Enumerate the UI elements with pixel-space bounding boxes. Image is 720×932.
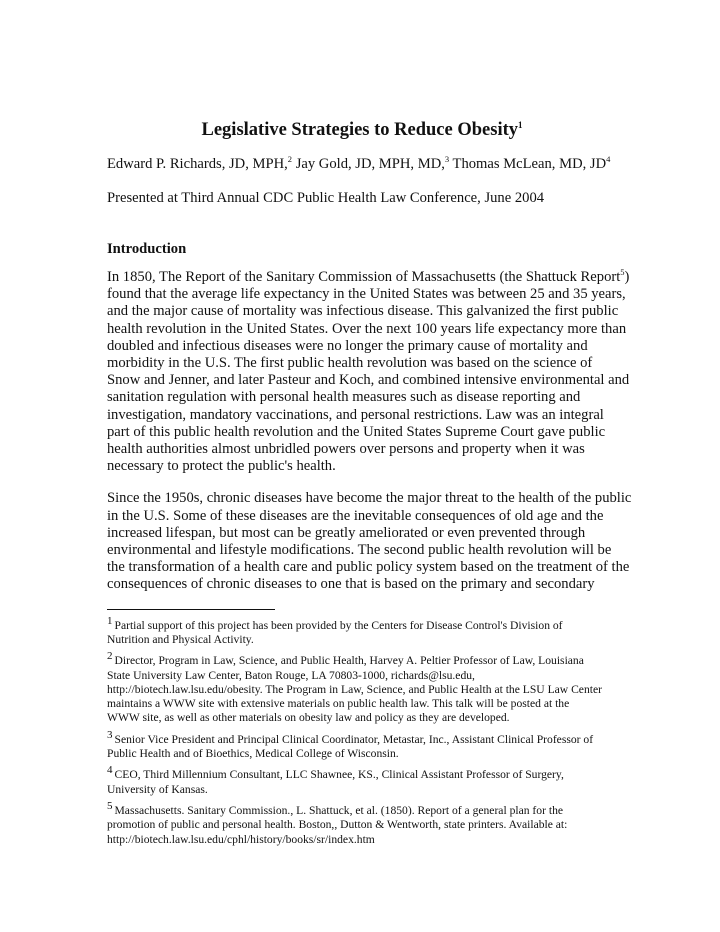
footnote-2 (107, 650, 617, 725)
presented-line: Presented at Third Annual CDC Public Health Law Conference, June 2004 (107, 190, 545, 206)
footnote-number: 3 (107, 728, 113, 741)
paragraph-line: necessary to protect the public's health. (107, 458, 336, 475)
paragraph-line: the transformation of a health care and public policy system based on the treatment of the (107, 559, 630, 576)
author-footnote-ref-3[interactable]: 3 (444, 154, 450, 165)
paper-title (107, 118, 617, 142)
footnote-line: State University Law Center, Baton Rouge, LA 70803-1000, richards@lsu.edu, (107, 668, 475, 682)
paragraph-line: consequences of chronic diseases to one that is based on the primary and secondary (107, 576, 595, 593)
footnote-line: maintains a WWW site with extensive materials on public health law. This talk will be posted at the (107, 697, 570, 711)
paragraph-line: health authorities almost unbridled powers over persons and property when it was (107, 441, 585, 458)
title-footnote-ref[interactable]: 1 (518, 119, 523, 130)
footnote-line (107, 800, 617, 818)
footnote-line: promotion of public and personal health. Boston,, Dutton & Wentworth, state printers. Available at: (107, 818, 568, 832)
author-richards: Edward P. Richards, JD, MPH, (107, 156, 288, 172)
paragraph-line: part of this public health revolution and the United States Supreme Court gave public (107, 423, 606, 440)
author-footnote-ref-4[interactable]: 4 (606, 154, 611, 165)
paragraph-line: increased lifespan, but most can be greatly ameliorated or even prevented through (107, 524, 586, 541)
footnote-number: 2 (107, 650, 113, 663)
footnote-line-text: Partial support of this project has been provided by the Centers for Disease Control's Division of (114, 618, 563, 632)
paragraph-line-text: In 1850, The Report of the Sanitary Commission of Massachusetts (the Shattuck Report (107, 269, 621, 285)
document-page (107, 118, 632, 854)
footnote-line (107, 764, 617, 782)
author-line (107, 156, 617, 173)
footnote-line-text: CEO, Third Millennium Consultant, LLC Shawnee, KS., Clinical Assistant Professor of Surgery, (114, 768, 564, 782)
paragraph-line: Since the 1950s, chronic diseases have become the major threat to the health of the public (107, 490, 632, 507)
paragraph-line (107, 267, 630, 286)
footnote-line: University of Kansas. (107, 782, 208, 796)
footnote-line-text: Senior Vice President and Principal Clinical Coordinator, Metastar, Inc., Assistant Clinical Professor of (114, 732, 594, 746)
footnote-5 (107, 800, 617, 847)
paragraph-line: found that the average life expectancy in the United States was between 25 and 35 years, (107, 286, 626, 303)
author-mclean: Thomas McLean, MD, JD (449, 156, 607, 172)
footnote-line (107, 650, 617, 668)
paragraph-line: Snow and Jenner, and later Pasteur and Koch, and combined intensive environmental and (107, 372, 630, 389)
footnote-number: 4 (107, 764, 113, 777)
footnote-number: 5 (107, 800, 113, 813)
footnote-line: http://biotech.law.lsu.edu/obesity. The Program in Law, Science, and Public Health at the LSU Law Center (107, 682, 602, 696)
paragraph-line-text: ) (624, 269, 630, 285)
footnote-line: Nutrition and Physical Activity. (107, 632, 254, 646)
footnote-line: WWW site, as well as other materials on obesity law and policy as they are developed. (107, 711, 510, 725)
footnote-4 (107, 764, 617, 797)
footnote-separator (107, 609, 275, 610)
footnote-3 (107, 728, 617, 762)
author-gold: Jay Gold, JD, MPH, MD, (292, 156, 445, 172)
section-heading-introduction: Introduction (107, 241, 187, 257)
footnote-line (107, 728, 617, 747)
paragraph-line: and the major cause of mortality was infectious disease. This galvanized the first public (107, 303, 619, 320)
paragraph-line: sanitation regulation with personal health measures such as disease reporting and (107, 389, 581, 406)
footnote-line-text: Massachusetts. Sanitary Commission., L. Shattuck, et al. (1850). Report of a general plan for the (114, 803, 564, 817)
paper-title-text: Legislative Strategies to Reduce Obesity (201, 120, 518, 140)
footnote-line: Public Health and of Bioethics, Medical College of Wisconsin. (107, 747, 399, 761)
footnote-link-line[interactable]: http://biotech.law.lsu.edu/cphl/history/books/sr/index.htm (107, 832, 375, 846)
paragraph-line: health revolution in the United States. Over the next 100 years life expectancy more than (107, 320, 627, 337)
footnote-line (107, 614, 617, 633)
paragraph-line: in the U.S. Some of these diseases are the inevitable consequences of old age and the (107, 507, 604, 524)
paragraph-line: investigation, mandatory vaccinations, and personal restrictions. Law was an integral (107, 406, 604, 423)
intro-paragraph-2 (107, 490, 632, 593)
author-footnote-ref-2[interactable]: 2 (287, 154, 293, 165)
paragraph-line: doubled and infectious diseases were no longer the primary cause of mortality and (107, 337, 588, 354)
paragraph-line: morbidity in the U.S. The first public health revolution was based on the science of (107, 355, 593, 372)
footnote-1 (107, 614, 617, 648)
shattuck-footnote-ref[interactable]: 5 (620, 267, 625, 278)
footnote-number: 1 (107, 614, 113, 627)
footnote-line-text: Director, Program in Law, Science, and Public Health, Harvey A. Peltier Professor of Law, Louisiana (114, 654, 584, 668)
paragraph-line: environmental and lifestyle modifications. The second public health revolution will be (107, 542, 612, 559)
intro-paragraph-1 (107, 267, 630, 475)
